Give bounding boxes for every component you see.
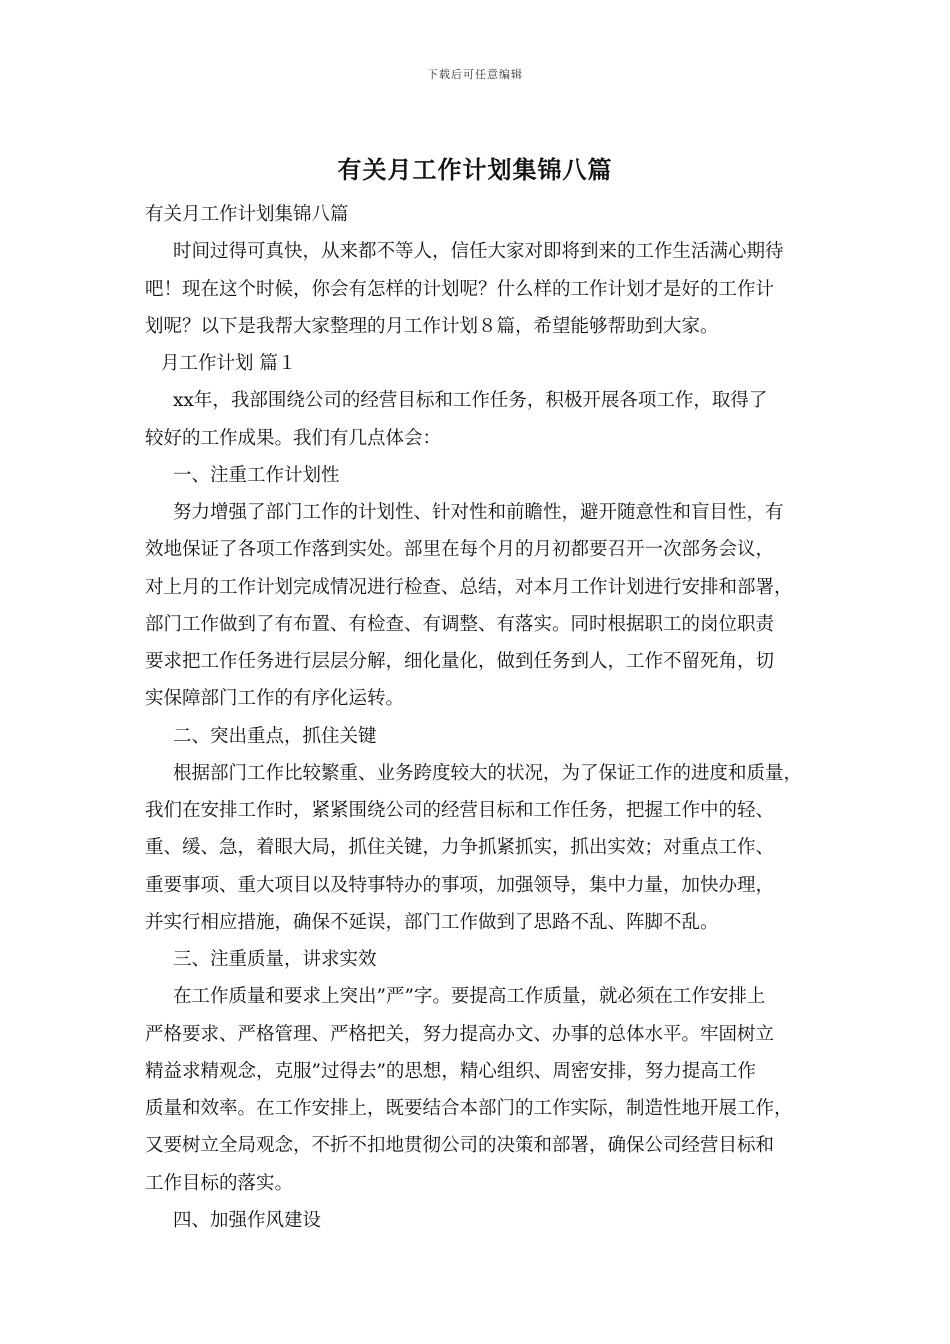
- text-line: 实保障部门工作的有序化运转。: [145, 688, 405, 710]
- text-line: 月工作计划 篇１: [161, 353, 297, 374]
- text-line: 有关月工作计划集锦八篇: [145, 204, 349, 225]
- text-line: 严格要求、严格管理、严格把关，努力提高办文、办事的总体水平。牢固树立: [145, 1023, 775, 1045]
- text-line: 划呢？以下是我帮大家整理的月工作计划８篇，希望能够帮助到大家。: [145, 315, 719, 337]
- text-line: 吧！现在这个时候，你会有怎样的计划呢？什么样的工作计划才是好的工作计: [145, 278, 775, 300]
- text-line: 三、注重质量，讲求实效: [173, 949, 377, 970]
- text-line: 我们在安排工作时，紧紧围绕公司的经营目标和工作任务，把握工作中的轻、: [145, 800, 775, 821]
- text-line: 二、突出重点，抓住关键: [173, 725, 377, 747]
- text-line: 又要树立全局观念，不折不扣地贯彻公司的决策和部署，确保公司经营目标和: [145, 1135, 775, 1157]
- text-line: 四、加强作风建设: [173, 1209, 322, 1231]
- text-line: 努力增强了部门工作的计划性、针对性和前瞻性，避开随意性和盲目性，有: [173, 502, 784, 523]
- text-line: 时间过得可真快，从来都不等人，信任大家对即将到来的工作生活满心期待: [173, 241, 784, 263]
- text-line: 在工作质量和要求上突出”严”字。要提高工作质量，就必须在工作安排上: [173, 986, 766, 1008]
- text-line: 质量和效率。在工作安排上，既要结合本部门的工作实际，制造性地开展工作，: [145, 1098, 793, 1119]
- text-line: 重要事项、重大项目以及特事特办的事项，加强领导，集中力量，加快办理，: [145, 874, 775, 896]
- text-line: xx年，我部围绕公司的经营目标和工作任务，积极开展各项工作，取得了: [173, 390, 768, 412]
- text-line: 效地保证了各项工作落到实处。部里在每个月的月初都要召开一次部务会议，: [145, 539, 775, 561]
- text-line: 工作目标的落实。: [145, 1172, 294, 1194]
- text-line: 根据部门工作比较繁重、业务跨度较大的状况，为了保证工作的进度和质量，: [173, 762, 803, 784]
- text-line: 并实行相应措施，确保不延误，部门工作做到了思路不乱、阵脚不乱。: [145, 911, 719, 933]
- text-line: 较好的工作成果。我们有几点体会：: [145, 427, 442, 449]
- text-line: 要求把工作任务进行层层分解，细化量化，做到任务到人，工作不留死角，切: [145, 651, 775, 672]
- text-line: 精益求精观念，克服”过得去”的思想，精心组织、周密安排，努力提高工作: [145, 1060, 756, 1082]
- document-title: 有关月工作计划集锦八篇: [337, 155, 613, 184]
- text-line: 对上月的工作计划完成情况进行检查、总结，对本月工作计划进行安排和部署，: [145, 576, 793, 598]
- document-body: [145, 196, 825, 1239]
- header-note: 下载后可任意编辑: [427, 68, 523, 81]
- text-line: 重、缓、急，着眼大局，抓住关键，力争抓紧抓实，抓出实效；对重点工作、: [145, 837, 775, 859]
- text-line: 部门工作做到了有布置、有检查、有调整、有落实。同时根据职工的岗位职责: [145, 613, 775, 635]
- text-line: 一、注重工作计划性: [173, 464, 340, 486]
